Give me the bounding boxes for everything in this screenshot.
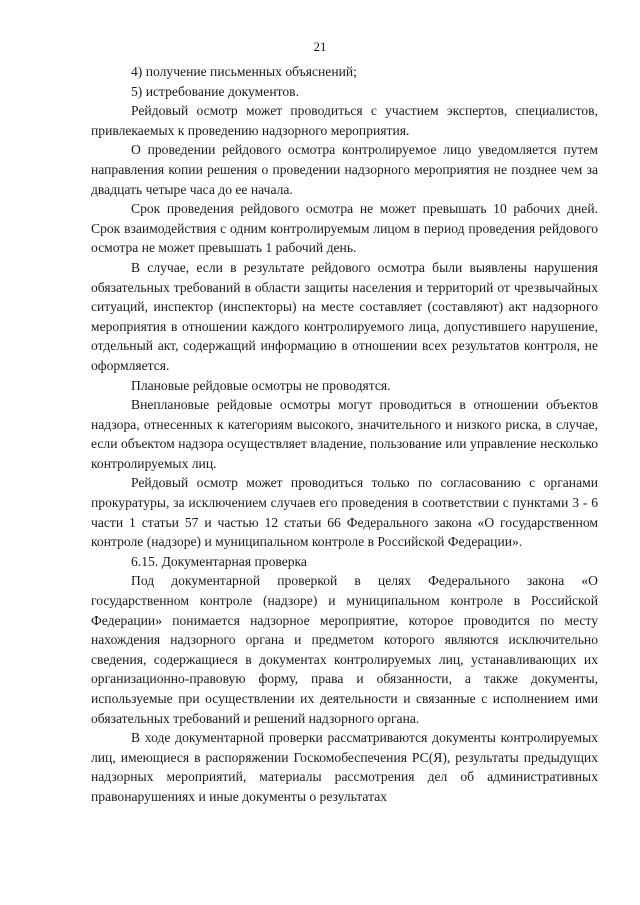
document-body	[91, 62, 598, 807]
paragraph-notification: О проведении рейдового осмотра контролируемое лицо уведомляется путем направления копии решения о проведении надзорного мероприятия не позднее чем за двадцать четыре часа до ее начала.	[91, 142, 598, 197]
section-heading-documentary-check: 6.15. Документарная проверка	[131, 553, 307, 569]
paragraph-documentary-definition: Под документарной проверкой в целях Федерального закона «О государственном контроле (надзоре) и муниципальном контроле в Российской Федерации» понимается надзорное мероприятие, которое проводится по месту нахождения надзорного органа и предметом которого являются исключительно сведения, содержащиеся в документах контролируемых лиц, устанавливающих их организационно-правовую форму, права и обязанности, а также документы, используемые при осуществлении их деятельности и связанные с исполнением ими обязательных требований и решений надзорного органа.	[91, 573, 598, 726]
paragraph-experts: Рейдовый осмотр может проводиться с участием экспертов, специалистов, привлекаемых к проведению надзорного мероприятия.	[91, 103, 598, 138]
paragraph-prosecutor-approval: Рейдовый осмотр может проводиться только по согласованию с органами прокуратуры, за исключением случаев его проведения в соответствии с пунктами 3 - 6 части 1 статьи 57 и частью 12 статьи 66 Федерального закона «О государственном контроле (надзоре) и муниципальном контроле в Российской Федерации».	[91, 475, 598, 550]
list-item-obtain-explanations: 4) получение письменных объяснений;	[131, 64, 357, 79]
list-item-request-documents: 5) истребование документов.	[131, 83, 299, 99]
paragraph-planned-inspections: Плановые рейдовые осмотры не проводятся.	[131, 377, 391, 393]
paragraph-documentary-review: В ходе документарной проверки рассматриваются документы контролируемых лиц, имеющиеся в распоряжении Госкомобеспечения РС(Я), результаты предыдущих надзорных мероприятий, материалы рассмотрения дел об административных правонарушениях и иные документы о результатах	[91, 730, 598, 804]
paragraph-violations: В случае, если в результате рейдового осмотра были выявлены нарушения обязательных требований в области защиты населения и территорий от чрезвычайных ситуаций, инспектор (инспекторы) на месте составляет (составляют) акт надзорного мероприятия в отношении каждого контролируемого лица, допустившего нарушение, отдельный акт, содержащий информацию в отношении всех результатов контроля, не оформляется.	[91, 259, 598, 373]
page-number: 21	[313, 39, 327, 54]
paragraph-unplanned-inspections: Внеплановые рейдовые осмотры могут проводиться в отношении объектов надзора, отнесенных к категориям высокого, значительного и низкого риска, в случае, если объектом надзора осуществляет владение, пользование или управление несколько контролируемых лиц.	[91, 397, 598, 471]
paragraph-duration: Срок проведения рейдового осмотра не может превышать 10 рабочих дней. Срок взаимодействия с одним контролируемым лицом в период проведения рейдового осмотра не может превышать 1 рабочий день.	[91, 201, 598, 256]
